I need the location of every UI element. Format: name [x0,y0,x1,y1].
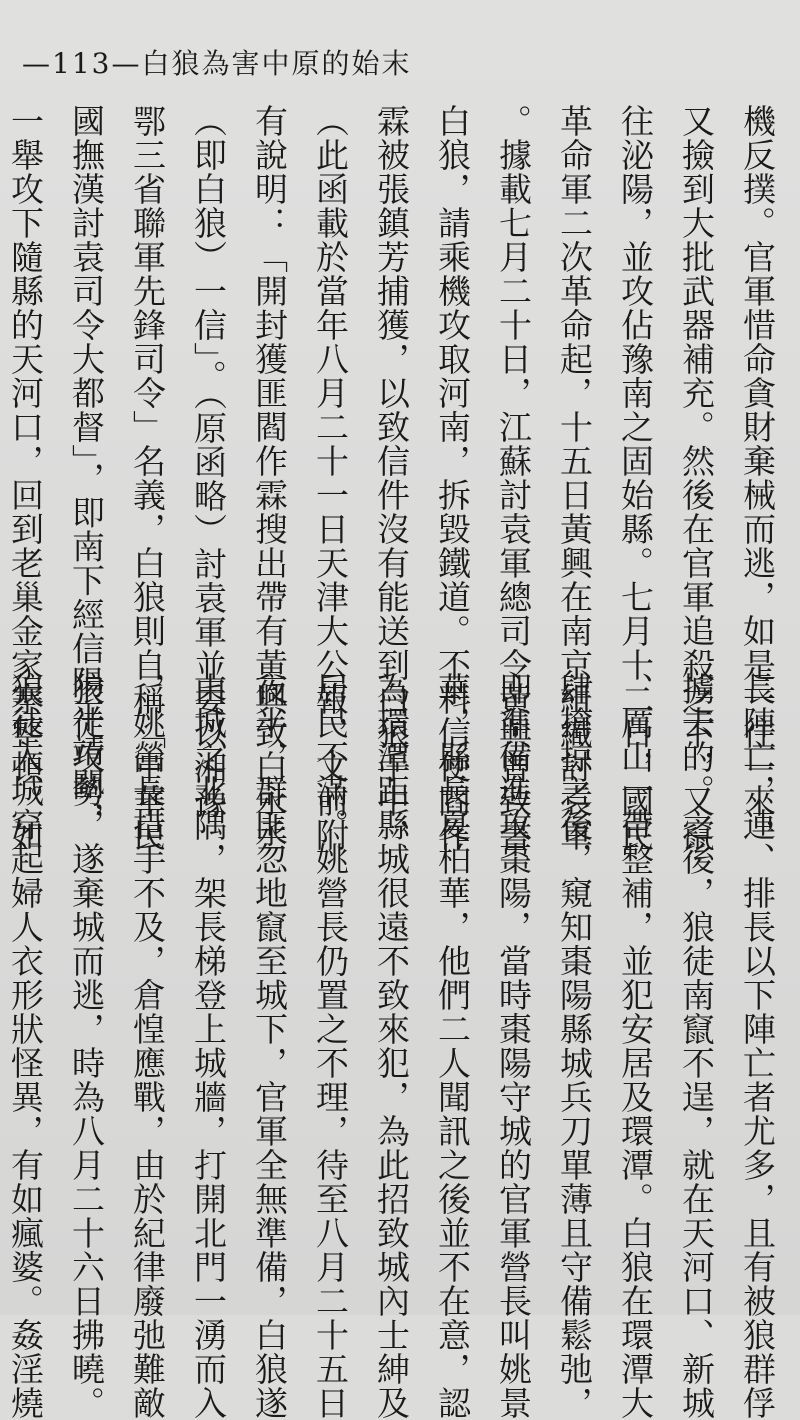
text-column: （即白狼）一信」。（原函略）討袁軍並委以湘豫 [189,104,228,819]
text-column: 往泌陽，並攻佔豫南之固始縣。七月十二日，國民 [616,104,655,852]
text-block-bottom [6,672,782,1420]
page-header: —113—白狼為害中原的始末 [22,47,412,80]
text-column: 肆搶掠之後，窺知棗陽縣城兵刀單薄且守備鬆弛， [555,672,594,1420]
text-block-top [6,104,782,852]
text-column: 、厲山一帶整補，並犯安居及環潭。白狼在環潭大 [616,672,655,1420]
text-column: 鄂三省聯軍先鋒司令」名義，白狼則自稱「中華民 [128,104,167,852]
text-column: ，姚營長措手不及，倉惶應戰，由於紀律廢弛難敵 [128,672,167,1420]
text-column: 一舉攻下隨縣的天河口，回到老巢金家寨整頓。如 [6,104,45,852]
text-column: 華，縣長夏柏華，他們二人聞訊之後並不在意，認 [433,672,472,1420]
text-column: 居民不滿。姚營長仍置之不理，待至八月二十五日 [311,672,350,1420]
text-column: 白狼，請乘機攻取河南，拆毀鐵道。不料信使閻作 [433,104,472,852]
text-column: 。據載七月二十日，江蘇討袁軍總司令黃興曾致書 [494,104,533,852]
text-column: 擄去的。之後，狼徒南竄不逞，就在天河口、新城 [677,672,716,1420]
text-column: 機反撲。官軍惜命貪財棄械而逃，如是一往一來， [738,104,777,852]
text-column: 為環潭距縣城很遠不致來犯，為此招致城內士紳及 [372,672,411,1420]
text-column: 又撿到大批武器補充。然後在官軍追殺之下，又竄 [677,104,716,852]
text-column: 夜半，群匪忽地竄至城下，官軍全無準備，白狼遂 [250,672,289,1420]
text-column: 狼徒入城穿起婦人衣形狀怪異，有如瘋婆。姦淫燒 [6,672,45,1420]
text-column: 國撫漢討袁司令大都督」，即南下經信陽平靖關， [67,104,106,836]
text-column: 狼徒攻勢，遂棄城而逃，時為八月二十六日拂曉。 [67,672,106,1420]
text-column: 即準備進攻棗陽，當時棗陽守城的官軍營長叫姚景 [494,672,533,1420]
text-column: 革命軍二次革命起，十五日黃興在南京組織討袁軍 [555,104,594,852]
text-column: （此函載於當年八月二十一日天津大公報，文前附 [311,104,350,852]
text-column: 霖被張鎮芳捕獲，以致信件沒有能送到白狼手中， [372,104,411,852]
text-column: 長陣亡，連、排長以下陣亡者尤多，且有被狼群俘 [738,672,777,1420]
text-column: 有說明：「開封獲匪閻作霖搜出帶有黃興致白永丞 [250,104,289,852]
text-column: 由城之北隅，架長梯登上城牆，打開北門一湧而入 [189,672,228,1420]
